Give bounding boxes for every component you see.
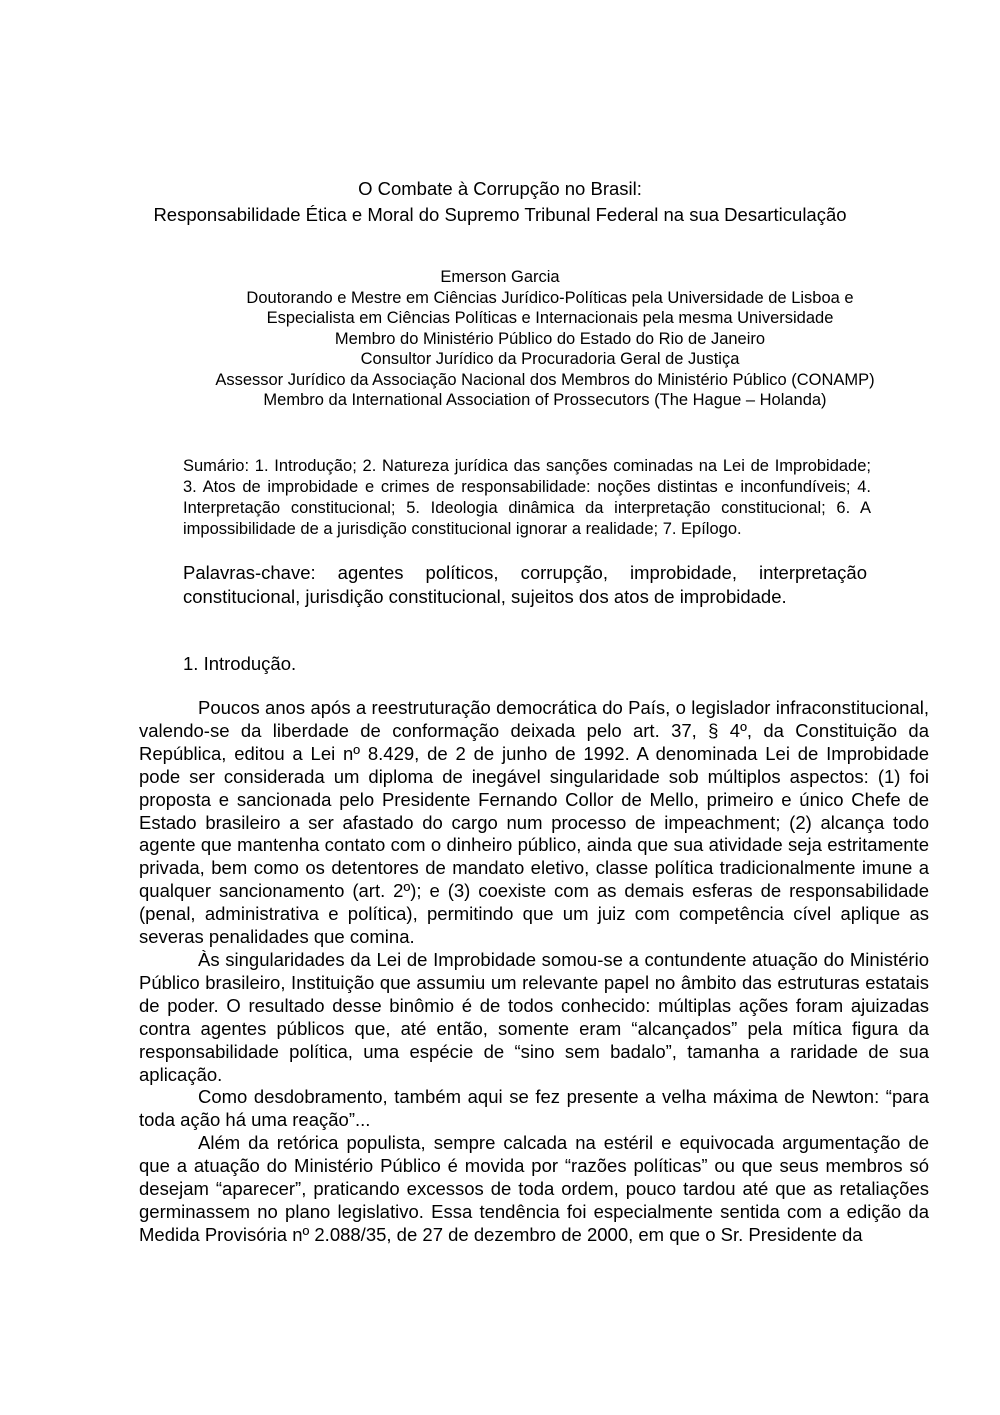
author-credential: Assessor Jurídico da Associação Nacional dos Membros do Ministério Público (CONAMP) [215,370,875,389]
paragraph: Como desdobramento, também aqui se fez presente a velha máxima de Newton: “para toda ação há uma reação”... [139,1086,929,1131]
paragraph: Às singularidades da Lei de Improbidade somou-se a contundente atuação do Ministério Público brasileiro, Instituição que assumiu um relevante papel no âmbito das estruturas estatais de poder. O resultado desse binômio é de todos conhecido: múltiplas ações foram ajuizadas contra agentes públicos que, até então, somente eram “alcançados” pela mítica figura da responsabilidade política, uma espécie de “sino sem badalo”, tamanha a raridade de sua aplicação. [139,948,929,1085]
author-credential: Membro do Ministério Público do Estado do Rio de Janeiro [334,329,766,348]
author-credential: Membro da International Association of Prossecutors (The Hague – Holanda) [263,391,827,409]
paragraph: Poucos anos após a reestruturação democrática do País, o legislador infraconstitucional, valendo-se da liberdade de conformação deixada pelo art. 37, § 4º, da Constituição da República, editou a Lei nº 8.429, de 2 de junho de 1992. A denominada Lei de Improbidade pode ser considerada um diploma de inegável singularidade sob múltiplos aspectos: (1) foi proposta e sancionada pelo Presidente Fernando Collor de Mello, primeiro e único Chefe de Estado brasileiro a ser afastado do cargo num processo de impeachment; (2) alcança todo agente que mantenha contato com o dinheiro público, ainda que sua atividade seja estritamente privada, bem como os detentores de mandato eletivo, classe política tradicionalmente imune a qualquer sancionamento (art. 2º); e (3) coexiste com as demais esferas de responsabilidade (penal, administrativa e política), permitindo que um juiz com competência cível aplique as severas penalidades que comina. [139,697,929,948]
summary: Sumário: 1. Introdução; 2. Natureza jurídica das sanções cominadas na Lei de Improbidade; 3. Atos de improbidade e crimes de responsabilidade: noções distintas e inconfundíveis; 4. Interpretação constitucional; 5. Ideologia dinâmica da interpretação constitucional; 6. A impossibilidade de a jurisdição constitucional ignorar a realidade; 7. Epílogo. [183,457,871,538]
title-line-2: Responsabilidade Ética e Moral do Supremo Tribunal Federal na sua Desarticulação [153,204,847,225]
body-text [139,697,929,1247]
author-credential: Doutorando e Mestre em Ciências Jurídico-Políticas pela Universidade de Lisboa e [246,288,854,307]
section-heading: 1. Introdução. [183,653,297,674]
keywords: Palavras-chave: agentes políticos, corrupção, improbidade, interpretação constitucional, jurisdição constitucional, sujeitos dos atos de improbidade. [183,562,867,607]
paragraph: Além da retórica populista, sempre calcada na estéril e equivocada argumentação de que a atuação do Ministério Público é movida por “razões políticas” ou que seus membros só desejam “aparecer”, praticando excessos de toda ordem, pouco tardou até que as retaliações germinassem no plano legislativo. Essa tendência foi especialmente sentida com a edição da Medida Provisória nº 2.088/35, de 27 de dezembro de 2000, em que o Sr. Presidente da [139,1132,929,1245]
author-block [0,267,1000,411]
title-line-1: O Combate à Corrupção no Brasil: [358,178,642,199]
author-credential: Consultor Jurídico da Procuradoria Geral de Justiça [360,350,740,368]
document-title [0,176,1000,228]
author-credential: Especialista em Ciências Políticas e Internacionais pela mesma Universidade [266,309,834,327]
author-name: Emerson Garcia [440,268,560,286]
